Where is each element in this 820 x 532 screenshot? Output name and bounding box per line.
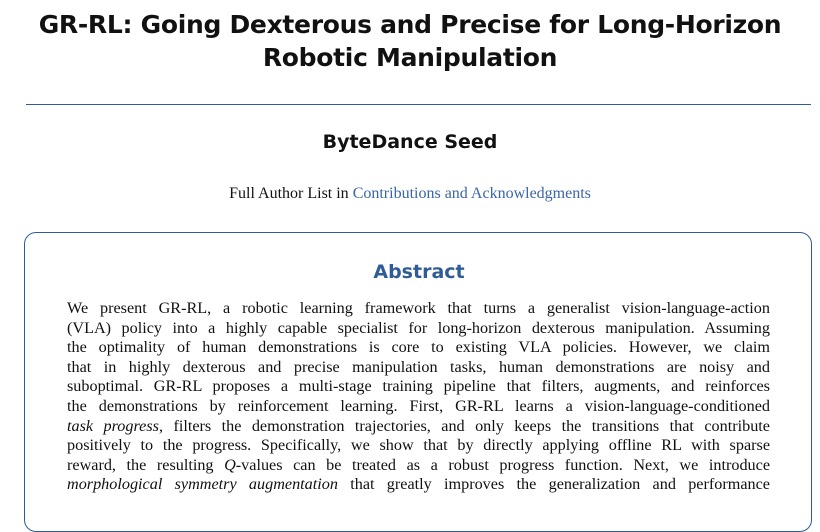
abstract-text-run: that greatly improves the generalization and performance [337,475,770,494]
abstract-line [67,436,770,456]
abstract-line [67,319,770,339]
abstract-italic-text: task progress [67,416,159,435]
abstract-text-run: We present GR-RL, a robotic learning framework that turns a generalist vision-language-action [67,299,770,317]
abstract-line [67,397,770,417]
abstract-text-run: that in highly dexterous and precise manipulation tasks, human demonstrations are noisy and [67,357,770,376]
abstract-italic-text: Q [224,455,236,474]
affiliation: ByteDance Seed [322,131,498,153]
abstract-line [67,377,770,397]
abstract-line [67,417,770,437]
paper-title [0,8,820,74]
abstract-text-run: positively to the progress. Specifically, we show that by directly applying offline RL with sparse [67,436,770,455]
author-list-prefix: Full Author List in [229,185,353,202]
abstract-line [67,475,770,495]
abstract-line [67,358,770,378]
abstract-text-run: the optimality of human demonstrations is core to existing VLA policies. However, we claim [67,338,770,357]
abstract-italic-text: morphological symmetry augmentation [67,475,338,494]
abstract-text-run: , filters the demonstration trajectories, and only keeps the transitions that contribute [158,416,770,435]
abstract-text-run: reward, the resulting [67,455,225,474]
author-list-note [0,184,820,204]
abstract-line [67,338,770,358]
paper-title-line-1: GR-RL: Going Dexterous and Precise for Long-Horizon [38,10,782,39]
abstract-body [67,299,770,495]
abstract-text-run: suboptimal. GR-RL proposes a multi-stage training pipeline that filters, augments, and reinforces [67,377,770,396]
abstract-text-run: (VLA) policy into a highly capable specialist for long-horizon dexterous manipulation. Assuming [67,318,770,337]
paper-title-line-2: Robotic Manipulation [262,43,558,72]
contributions-link[interactable]: Contributions and Acknowledgments [352,185,591,202]
abstract-text-run: -values can be treated as a robust progress function. Next, we introduce [235,455,770,474]
abstract-heading: Abstract [373,261,465,283]
abstract-text-run: the demonstrations by reinforcement learning. First, GR-RL learns a vision-language-conditioned [67,396,770,415]
abstract-line [67,299,770,319]
abstract-line [67,456,770,476]
title-divider [26,104,811,105]
